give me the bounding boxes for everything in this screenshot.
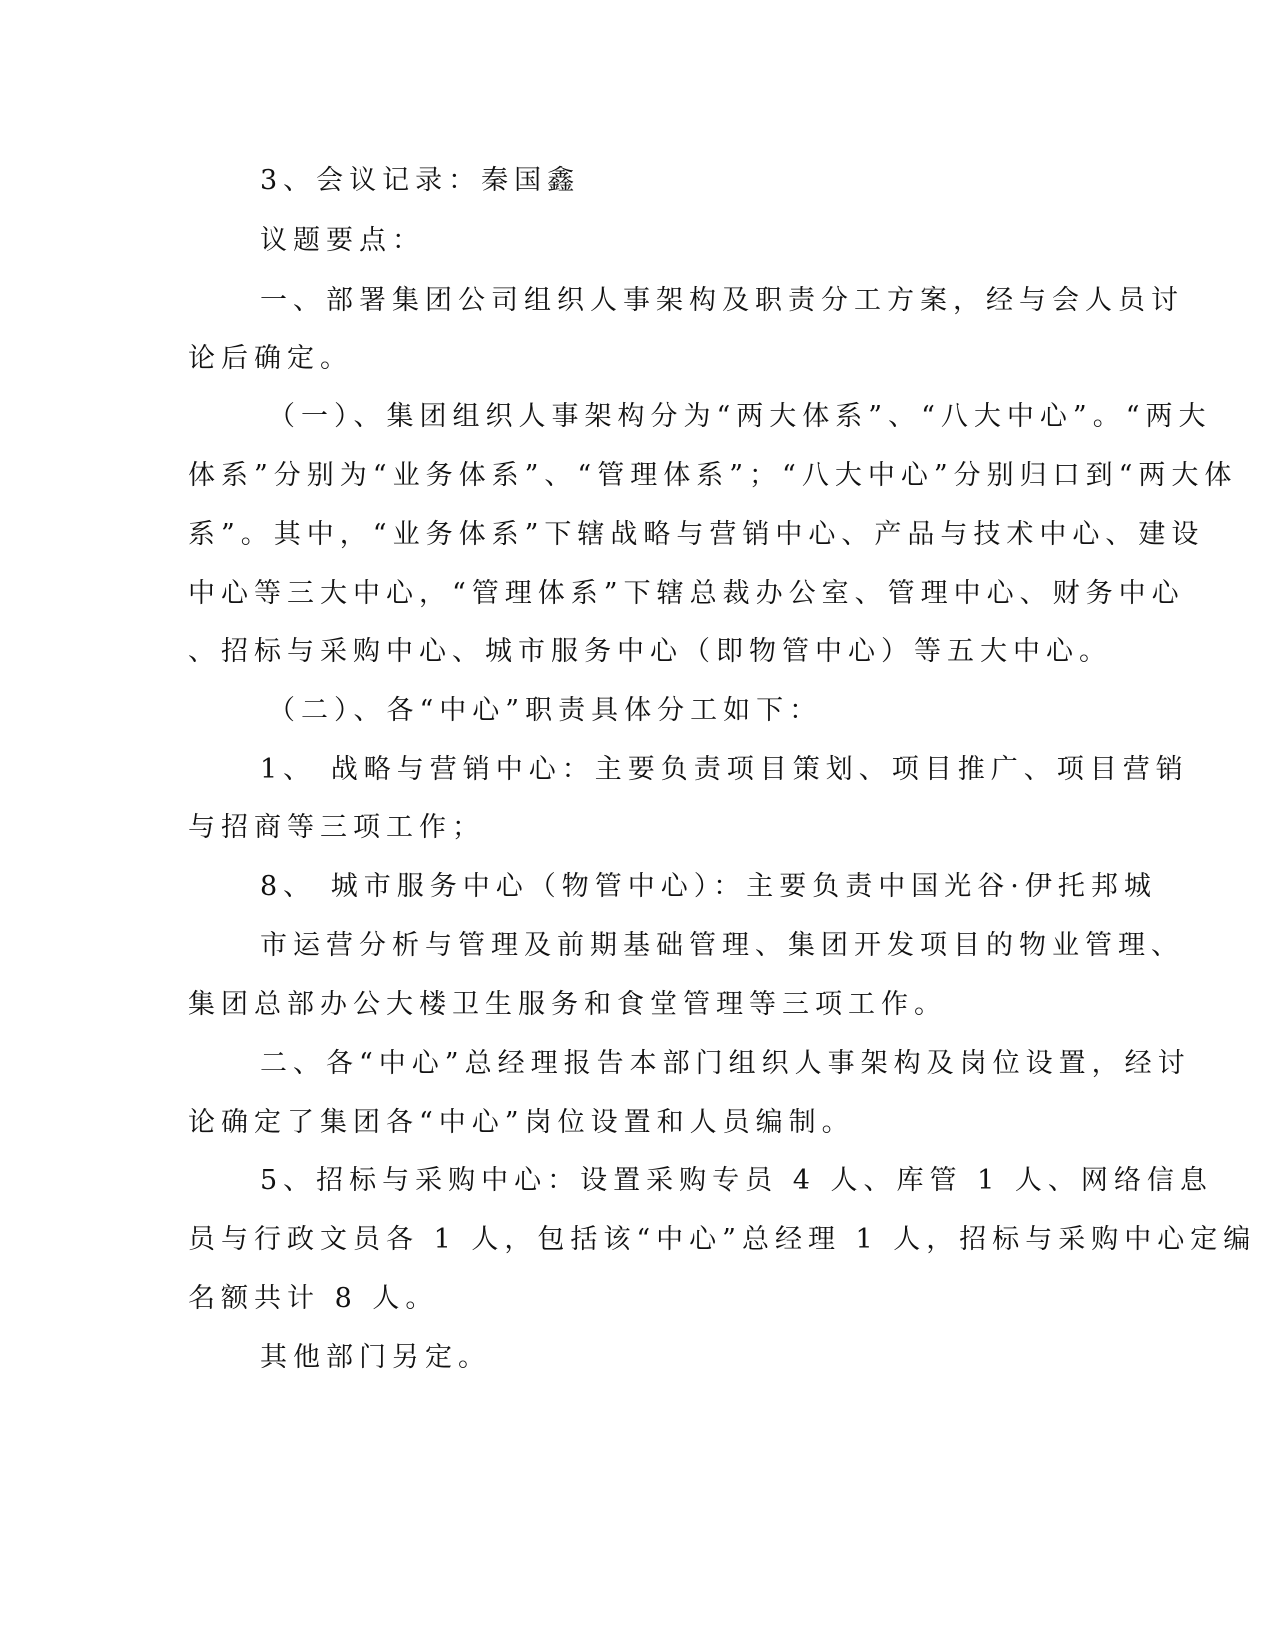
- city-service-center-line-3: 集团总部办公大楼卫生服务和食堂管理等三项工作。: [188, 989, 947, 1020]
- other-departments-line: 其他部门另定。: [260, 1342, 491, 1373]
- city-service-center-line-1: 8、 城市服务中心（物管中心）：主要负责中国光谷·伊托邦城: [260, 871, 1157, 902]
- agenda-heading: 议题要点：: [260, 225, 425, 256]
- city-service-center-line-2: 市运营分析与管理及前期基础管理、集团开发项目的物业管理、: [260, 930, 1184, 961]
- agenda-item-2-line-1: 二、各“中心”总经理报告本部门组织人事架构及岗位设置，经讨: [260, 1048, 1191, 1079]
- procurement-center-line-3: 名额共计 8 人。: [188, 1283, 439, 1314]
- marketing-center-line-1: 1、 战略与营销中心：主要负责项目策划、项目推广、项目营销: [260, 754, 1189, 785]
- agenda-item-1-line-1: 一、部署集团公司组织人事架构及职责分工方案，经与会人员讨: [260, 285, 1184, 316]
- structure-paragraph-line-1: （一）、集团组织人事架构分为“两大体系”、“八大中心”。“两大: [268, 401, 1212, 432]
- procurement-center-line-2: 员与行政文员各 1 人，包括该“中心”总经理 1 人，招标与采购中心定编: [188, 1224, 1257, 1255]
- agenda-item-1-line-2: 论后确定。: [188, 343, 353, 374]
- procurement-center-line-1: 5、招标与采购中心：设置采购专员 4 人、库管 1 人、网络信息: [260, 1165, 1213, 1196]
- meeting-recorder-line: 3、会议记录：秦国鑫: [260, 165, 581, 196]
- duties-heading: （二）、各“中心”职责具体分工如下：: [268, 695, 823, 726]
- structure-paragraph-line-2: 体系”分别为“业务体系”、“管理体系”；“八大中心”分别归口到“两大体: [188, 460, 1238, 491]
- marketing-center-line-2: 与招商等三项工作；: [188, 812, 485, 843]
- structure-paragraph-line-4: 中心等三大中心，“管理体系”下辖总裁办公室、管理中心、财务中心: [188, 578, 1185, 609]
- structure-paragraph-line-3: 系”。其中，“业务体系”下辖战略与营销中心、产品与技术中心、建设: [188, 519, 1205, 550]
- agenda-item-2-line-2: 论确定了集团各“中心”岗位设置和人员编制。: [188, 1107, 855, 1138]
- structure-paragraph-line-5: 、招标与采购中心、城市服务中心（即物管中心）等五大中心。: [188, 636, 1112, 667]
